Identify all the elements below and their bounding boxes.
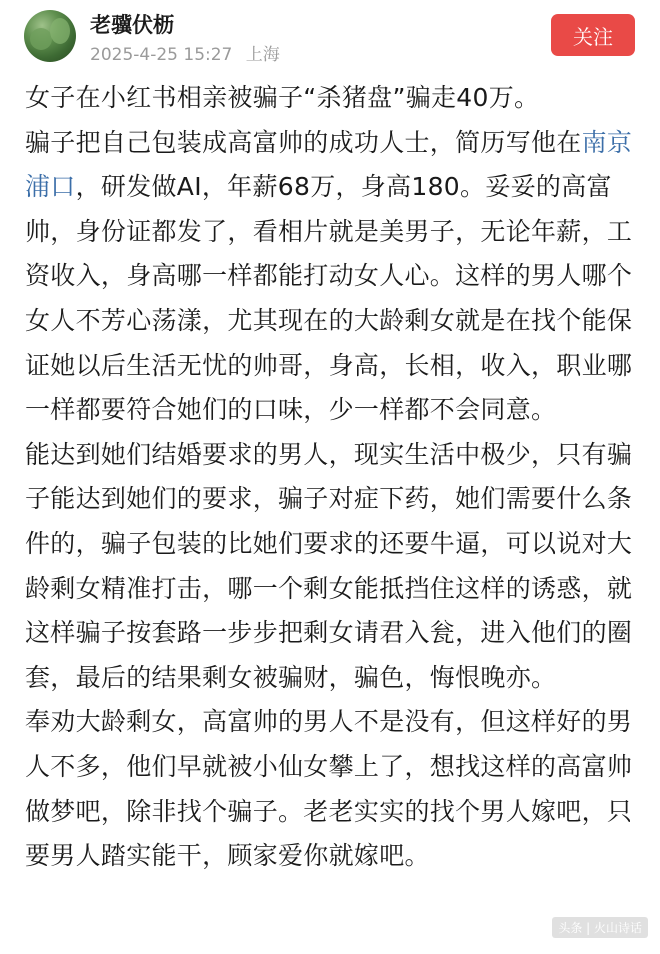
post-meta [90,40,280,65]
post-paragraph-1: 女子在小红书相亲被骗子“杀猪盘”骗走40万。 [25,83,540,112]
follow-button[interactable]: 关注 [551,14,635,56]
post-paragraph-3: 能达到她们结婚要求的男人，现实生活中极少，只有骗子能达到她们的要求，骗子对症下药，她们需要什么条件的，骗子包装的比她们要求的还要牛逼，可以说对大龄剩女精准打击，哪一个剩女能抵挡住这样的诱惑，就这样骗子按套路一步步把剩女请君入瓮，进入他们的圈套，最后的结果剩女被骗财，骗色，悔恨晚亦。 [25,439,633,692]
post-date: 2025-4-25 15:27 [90,45,233,65]
post-location: 上海 [245,45,280,65]
post-paragraph-4: 奉劝大龄剩女，高富帅的男人不是没有，但这样好的男人不多，他们早就被小仙女攀上了，想找这样的高富帅做梦吧，除非找个骗子。老老实实的找个男人嫁吧，只要男人踏实能干，顾家爱你就嫁吧。 [25,707,633,871]
avatar[interactable] [24,10,76,62]
watermark: 头条 | 火山诗话 [552,917,648,938]
location-link[interactable]: 南京浦口 [25,127,633,202]
paragraph-2-text-start: 骗子把自己包装成高富帅的成功人士，简历写他在 [25,127,582,157]
post-paragraph-2 [25,121,640,433]
post-header [0,0,660,72]
username[interactable]: 老骥伏枥 [90,13,174,37]
post-body [25,76,640,879]
paragraph-2-text-end: ，研发做AI，年薪68万，身高180。妥妥的高富帅，身份证都发了，看相片就是美男子，无论年薪，工资收入，身高哪一样都能打动女人心。这样的男人哪个女人不芳心荡漾，尤其现在的大龄剩女就是在找个能保证她以后生活无忧的帅哥，身高，长相，收入，职业哪一样都要符合她们的口味，少一样都不会同意。 [25,172,633,425]
